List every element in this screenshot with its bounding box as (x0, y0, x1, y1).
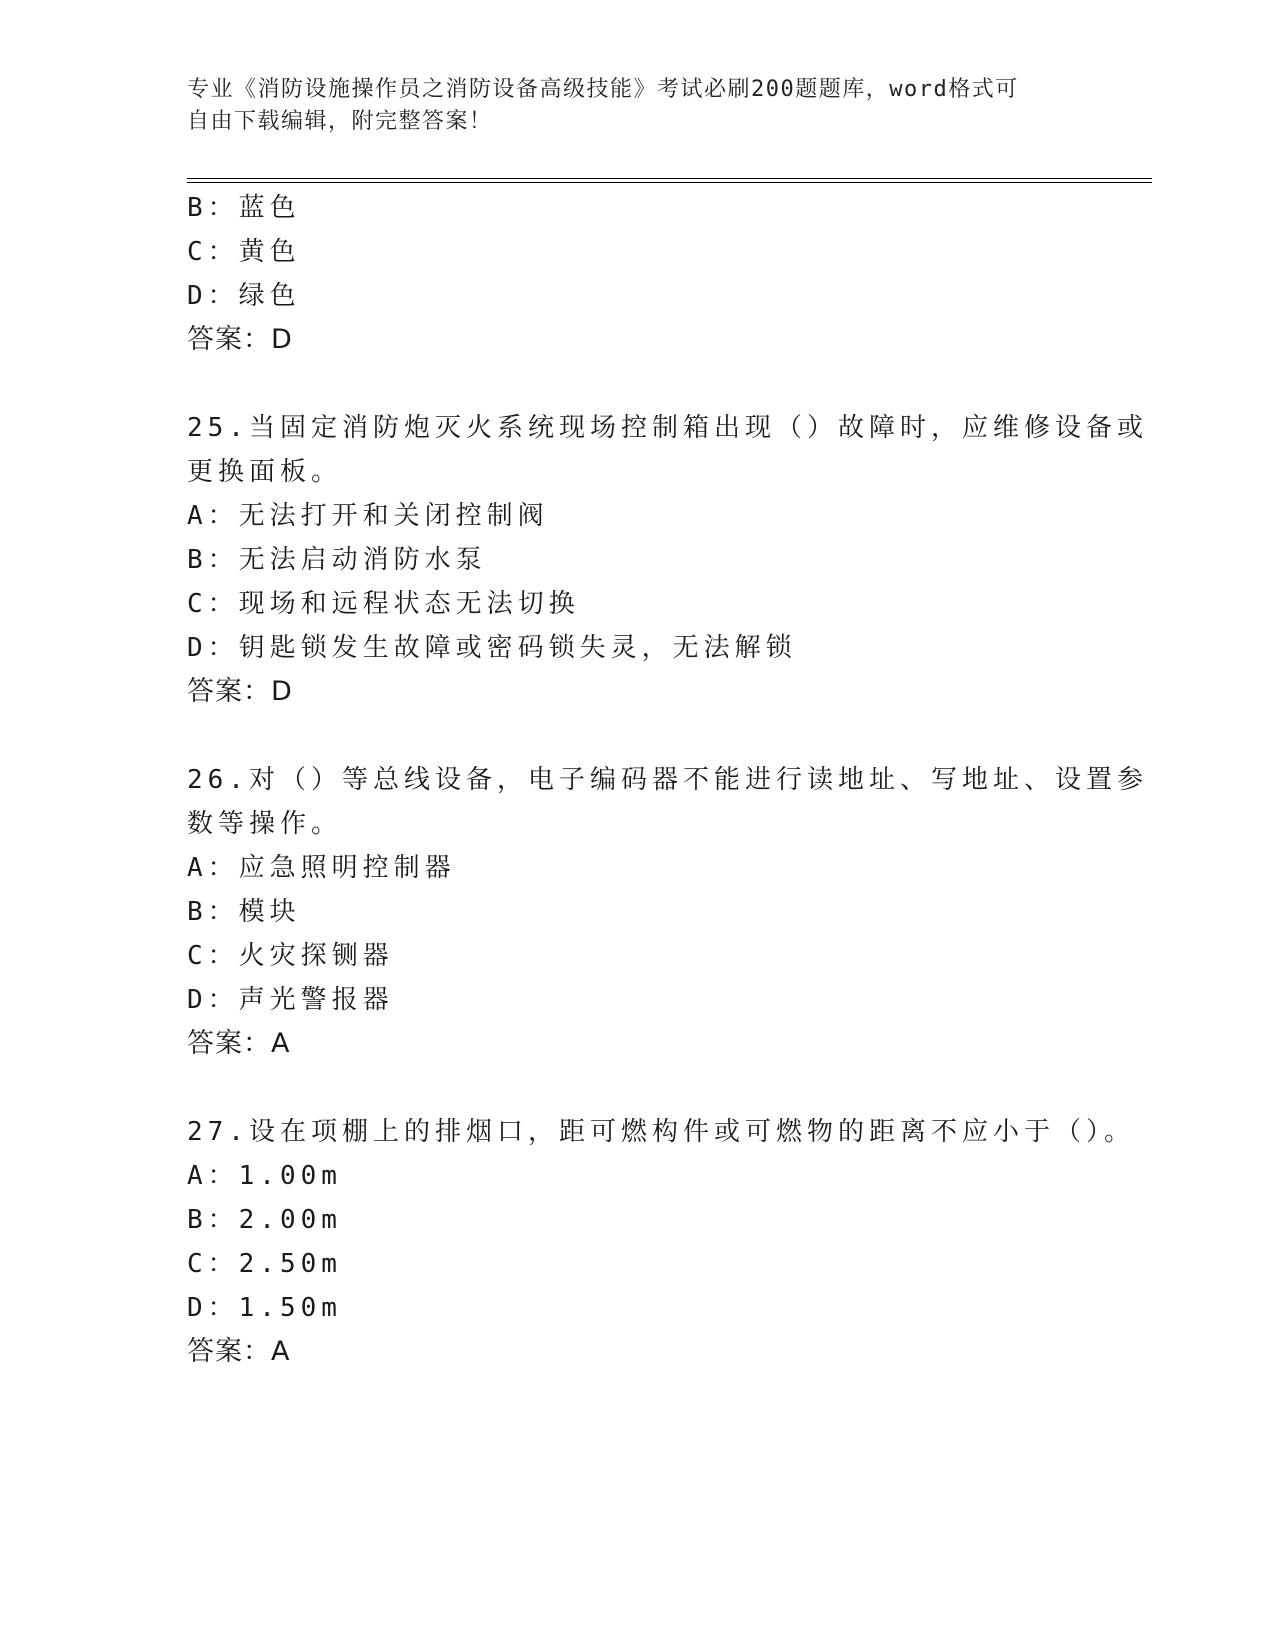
option-d: D：钥匙锁发生故障或密码锁失灵，无法解锁 (187, 633, 797, 663)
header-divider-bottom (187, 182, 1152, 183)
header-line-2: 自由下载编辑，附完整答案！ (187, 109, 493, 134)
answer: 答案：A (187, 1336, 291, 1367)
answer: 答案：D (187, 324, 293, 355)
option-a: A：无法打开和关闭控制阀 (187, 501, 549, 531)
option-d: D：绿色 (187, 281, 301, 311)
option-a: A：1.00m (187, 1161, 342, 1191)
option-b: B：模块 (187, 897, 301, 927)
option-c: C：火灾探铡器 (187, 941, 394, 971)
option-d: D：1.50m (187, 1293, 342, 1323)
question-stem: 26.对（）等总线设备，电子编码器不能进行读地址、写地址、设置参 (187, 765, 1148, 795)
option-c: C：2.50m (187, 1249, 342, 1279)
question-stem: 27.设在项棚上的排烟口，距可燃构件或可燃物的距离不应小于（）。 (187, 1117, 1135, 1147)
header-line-1: 专业《消防设施操作员之消防设备高级技能》考试必刷200题题库，word格式可 (187, 77, 1019, 102)
header-divider-top (187, 178, 1152, 179)
answer: 答案：D (187, 676, 293, 707)
answer: 答案：A (187, 1028, 291, 1059)
option-b: B：蓝色 (187, 193, 301, 223)
question-stem: 25.当固定消防炮灭火系统现场控制箱出现（）故障时，应维修设备或 (187, 413, 1148, 443)
option-c: C：现场和远程状态无法切换 (187, 589, 580, 619)
option-d: D：声光警报器 (187, 985, 394, 1015)
question-stem-continued: 数等操作。 (187, 809, 343, 839)
option-a: A：应急照明控制器 (187, 853, 456, 883)
option-c: C：黄色 (187, 237, 301, 267)
option-b: B：2.00m (187, 1205, 342, 1235)
question-stem-continued: 更换面板。 (187, 457, 343, 487)
option-b: B：无法启动消防水泵 (187, 545, 487, 575)
document-header (187, 74, 1087, 138)
